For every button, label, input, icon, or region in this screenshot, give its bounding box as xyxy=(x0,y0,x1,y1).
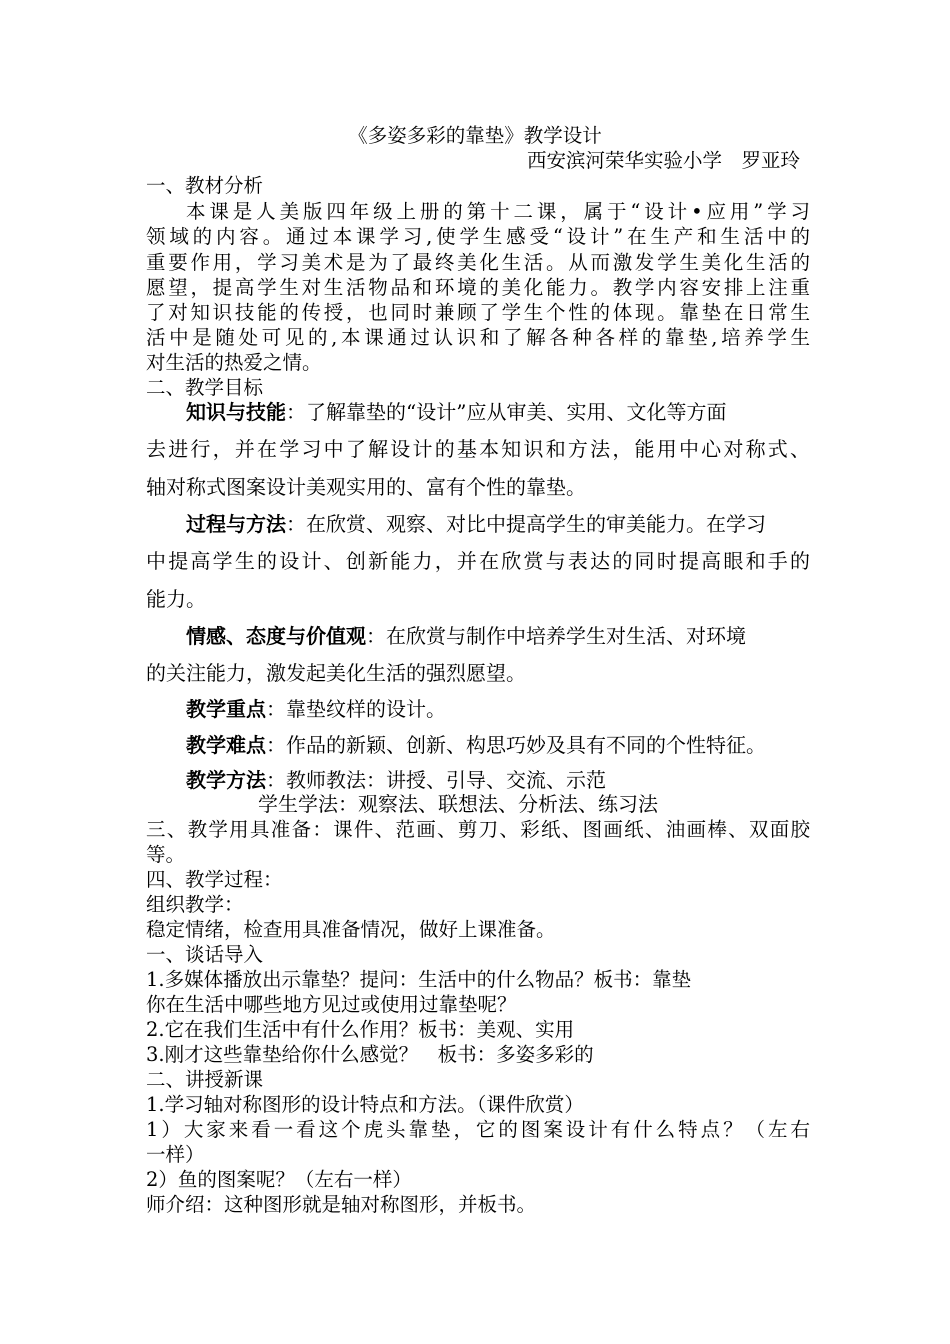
goal-process-label: 过程与方法 xyxy=(186,512,286,536)
method-label: 教学方法 xyxy=(186,768,266,792)
paragraph-line: 本课是人美版四年级上册的第十二课，属于“设计•应用”学习 xyxy=(186,200,810,223)
paragraph-line: 等。 xyxy=(146,843,186,866)
goal-knowledge-line xyxy=(186,400,810,424)
paragraph-line: 组织教学： xyxy=(146,893,244,916)
paragraph-line: 你在生活中哪些地方见过或使用过靠垫呢？ xyxy=(146,993,517,1016)
paragraph-line: 的关注能力，激发起美化生活的强烈愿望。 xyxy=(146,661,526,685)
goal-emotion-label: 情感、态度与价值观 xyxy=(186,624,366,648)
paragraph-line: 活中是随处可见的,本课通过认识和了解各种各样的靠垫,培养学生 xyxy=(146,326,810,349)
key-point-line xyxy=(186,697,810,721)
subsection-heading: 一、谈话导入 xyxy=(146,943,264,966)
goal-knowledge-label: 知识与技能 xyxy=(186,400,286,424)
paragraph-line: 了对知识技能的传授，也同时兼顾了学生个性的体现。靠垫在日常生 xyxy=(146,301,810,324)
goal-emotion-line xyxy=(186,624,810,648)
section-heading-1: 一、教材分析 xyxy=(146,174,264,197)
difficulty-label: 教学难点 xyxy=(186,733,266,757)
section-heading-3: 三、教学用具准备：课件、范画、剪刀、彩纸、图画纸、油画棒、双面胶 xyxy=(146,818,810,841)
method-text: ：教师教法：讲授、引导、交流、示范 xyxy=(266,768,606,792)
method-line-2: 学生学法：观察法、联想法、分析法、练习法 xyxy=(258,792,658,816)
paragraph-line: 领域的内容。通过本课学习,使学生感受“设计”在生产和生活中的 xyxy=(146,225,810,248)
key-point-label: 教学重点 xyxy=(186,697,266,721)
paragraph-line: 2）鱼的图案呢？（左右一样） xyxy=(146,1168,412,1191)
difficulty-line xyxy=(186,733,810,757)
paragraph-line: 师介绍：这种图形就是轴对称图形，并板书。 xyxy=(146,1193,537,1216)
author-line: 西安滨河荣华实验小学 罗亚玲 xyxy=(526,149,800,172)
difficulty-text: ：作品的新颖、创新、构思巧妙及具有不同的个性特征。 xyxy=(266,733,766,757)
paragraph-line: 对生活的热爱之情。 xyxy=(146,351,322,374)
goal-process-text: ：在欣赏、观察、对比中提高学生的审美能力。在学习 xyxy=(286,512,766,536)
goal-knowledge-text: ：了解靠垫的“设计”应从审美、实用、文化等方面 xyxy=(286,400,727,424)
paragraph-line: 能力。 xyxy=(146,587,206,611)
paragraph-line: 1）大家来看一看这个虎头靠垫，它的图案设计有什么特点？（左右 xyxy=(146,1118,810,1141)
key-point-text: ：靠垫纹样的设计。 xyxy=(266,697,446,721)
section-heading-2: 二、教学目标 xyxy=(146,376,264,399)
document-title: 《多姿多彩的靠垫》教学设计 xyxy=(348,124,602,147)
subsection-heading: 二、讲授新课 xyxy=(146,1068,264,1091)
paragraph-line: 一样） xyxy=(146,1143,205,1166)
paragraph-line: 3.刚才这些靠垫给你什么感觉？ 板书：多姿多彩的 xyxy=(146,1043,594,1066)
goal-process-line xyxy=(186,512,810,536)
paragraph-line: 中提高学生的设计、创新能力，并在欣赏与表达的同时提高眼和手的 xyxy=(146,549,810,573)
paragraph-line: 重要作用，学习美术是为了最终美化生活。从而激发学生美化生活的 xyxy=(146,251,810,274)
paragraph-line: 轴对称式图案设计美观实用的、富有个性的靠垫。 xyxy=(146,475,586,499)
method-line xyxy=(186,768,810,792)
paragraph-line: 去进行，并在学习中了解设计的基本知识和方法，能用中心对称式、 xyxy=(146,437,810,461)
section-heading-4: 四、教学过程： xyxy=(146,868,283,891)
paragraph-line: 1.学习轴对称图形的设计特点和方法。（课件欣赏） xyxy=(146,1093,584,1116)
paragraph-line: 1.多媒体播放出示靠垫？提问：生活中的什么物品？板书：靠垫 xyxy=(146,968,692,991)
paragraph-line: 愿望，提高学生对生活物品和环境的美化能力。教学内容安排上注重 xyxy=(146,276,810,299)
paragraph-line: 2.它在我们生活中有什么作用？板书：美观、实用 xyxy=(146,1018,575,1041)
paragraph-line: 稳定情绪，检查用具准备情况，做好上课准备。 xyxy=(146,918,556,941)
goal-emotion-text: ：在欣赏与制作中培养学生对生活、对环境 xyxy=(366,624,746,648)
